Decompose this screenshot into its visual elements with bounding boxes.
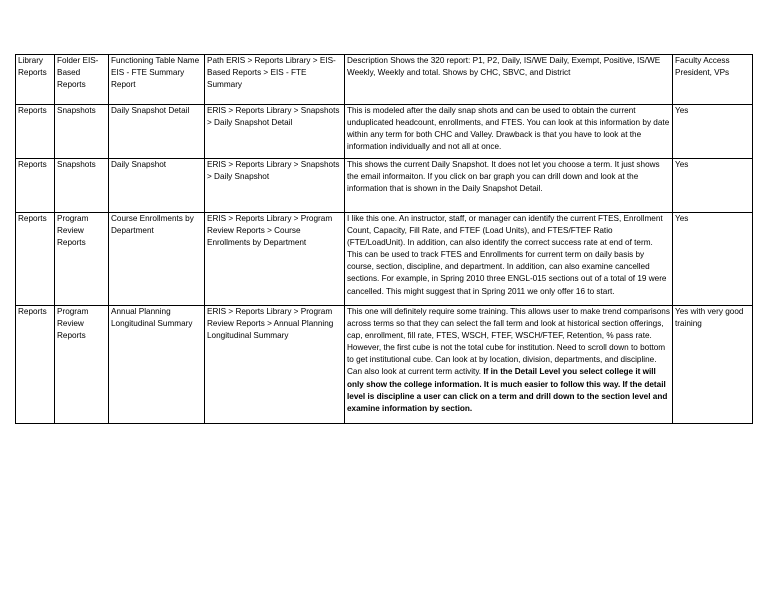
table-row: [16, 306, 753, 424]
description-cell: This is modeled after the daily snap shots and can be used to obtain the current unduplicated headcount, enrollments, and FTES. You can look at this information by date within any term for both CHC and Valley. Drawback is that you have to look at the information individually and not all at once.: [345, 105, 673, 159]
header-path-cell: Path ERIS > Reports Library > EIS-Based Reports > EIS - FTE Summary: [205, 55, 345, 105]
path-cell: ERIS > Reports Library > Program Review Reports > Course Enrollments by Department: [205, 213, 345, 306]
folder-cell: Program Review Reports: [55, 306, 109, 424]
path-cell: ERIS > Reports Library > Snapshots > Daily Snapshot Detail: [205, 105, 345, 159]
table-name-cell: Course Enrollments by Department: [109, 213, 205, 306]
table-header-row: [16, 55, 753, 105]
report-table: [15, 54, 753, 424]
folder-cell: Snapshots: [55, 105, 109, 159]
library-cell: Reports: [16, 213, 55, 306]
library-cell: Reports: [16, 159, 55, 213]
library-cell: Reports: [16, 306, 55, 424]
table-row: [16, 159, 753, 213]
description-text: This one will definitely require some training. This allows user to make trend comparisons across terms so that they can select the fall term and look at historical section offerings, cap, enrollment, fill rate, FTES, WSCH, FTEF, WSCH/FTEF, Retention, % pass rate. However, the first cube is not the total cube for institution. Need to scroll down to bottom to get institutional cube. Can look at by location, division, departments, and discipline. Can also look at current term activity.: [347, 307, 670, 377]
description-cell: I like this one. An instructor, staff, or manager can identify the current FTES, Enrollment Count, Capacity, Fill Rate, and FTEF (Load Units), and FTES/FTEF Ratio (FTE/LoadUnit). In addition, can also identify the correct success rate at end of term. This can be used to track FTES and Enrollments for current term on daily basis by course, section, discipline, and department. In addition, can also examine cancelled sections. For example, in Spring 2010 three ENGL-015 sections out of a total of 19 were cancelled. This might suggest that in Spring 2011 we only offer 16 to start.: [345, 213, 673, 306]
table-name-cell: Annual Planning Longitudinal Summary: [109, 306, 205, 424]
path-cell: ERIS > Reports Library > Program Review Reports > Annual Planning Longitudinal Summary: [205, 306, 345, 424]
folder-cell: Snapshots: [55, 159, 109, 213]
description-cell: This shows the current Daily Snapshot. It does not let you choose a term. It just shows the email informaiton. If you click on bar graph you can drill down and look at the information that is shown in the Daily Snapshot Detail.: [345, 159, 673, 213]
faculty-access-cell: Yes: [673, 105, 753, 159]
path-cell: ERIS > Reports Library > Snapshots > Daily Snapshot: [205, 159, 345, 213]
table-row: [16, 213, 753, 306]
library-cell: Reports: [16, 105, 55, 159]
faculty-access-cell: Yes: [673, 213, 753, 306]
faculty-access-cell: Yes with very good training: [673, 306, 753, 424]
header-functioning-table-name-cell: Functioning Table Name EIS - FTE Summary Report: [109, 55, 205, 105]
description-bold-text: If in the Detail Level you select college it will only show the college information. It is much easier to follow this way. If the detail level is discipline a user can click on a term and drill down to the section level and examine information by section.: [347, 367, 668, 413]
table-name-cell: Daily Snapshot Detail: [109, 105, 205, 159]
header-library-cell: Library Reports: [16, 55, 55, 105]
table-row: [16, 105, 753, 159]
header-description-cell: Description Shows the 320 report: P1, P2, Daily, IS/WE Daily, Exempt, Positive, IS/WE Weekly, Weekly and total. Shows by CHC, SBVC, and District: [345, 55, 673, 105]
faculty-access-cell: Yes: [673, 159, 753, 213]
folder-cell: Program Review Reports: [55, 213, 109, 306]
header-folder-cell: Folder EIS-Based Reports: [55, 55, 109, 105]
description-cell: [345, 306, 673, 424]
table-name-cell: Daily Snapshot: [109, 159, 205, 213]
header-faculty-access-cell: Faculty Access President, VPs: [673, 55, 753, 105]
